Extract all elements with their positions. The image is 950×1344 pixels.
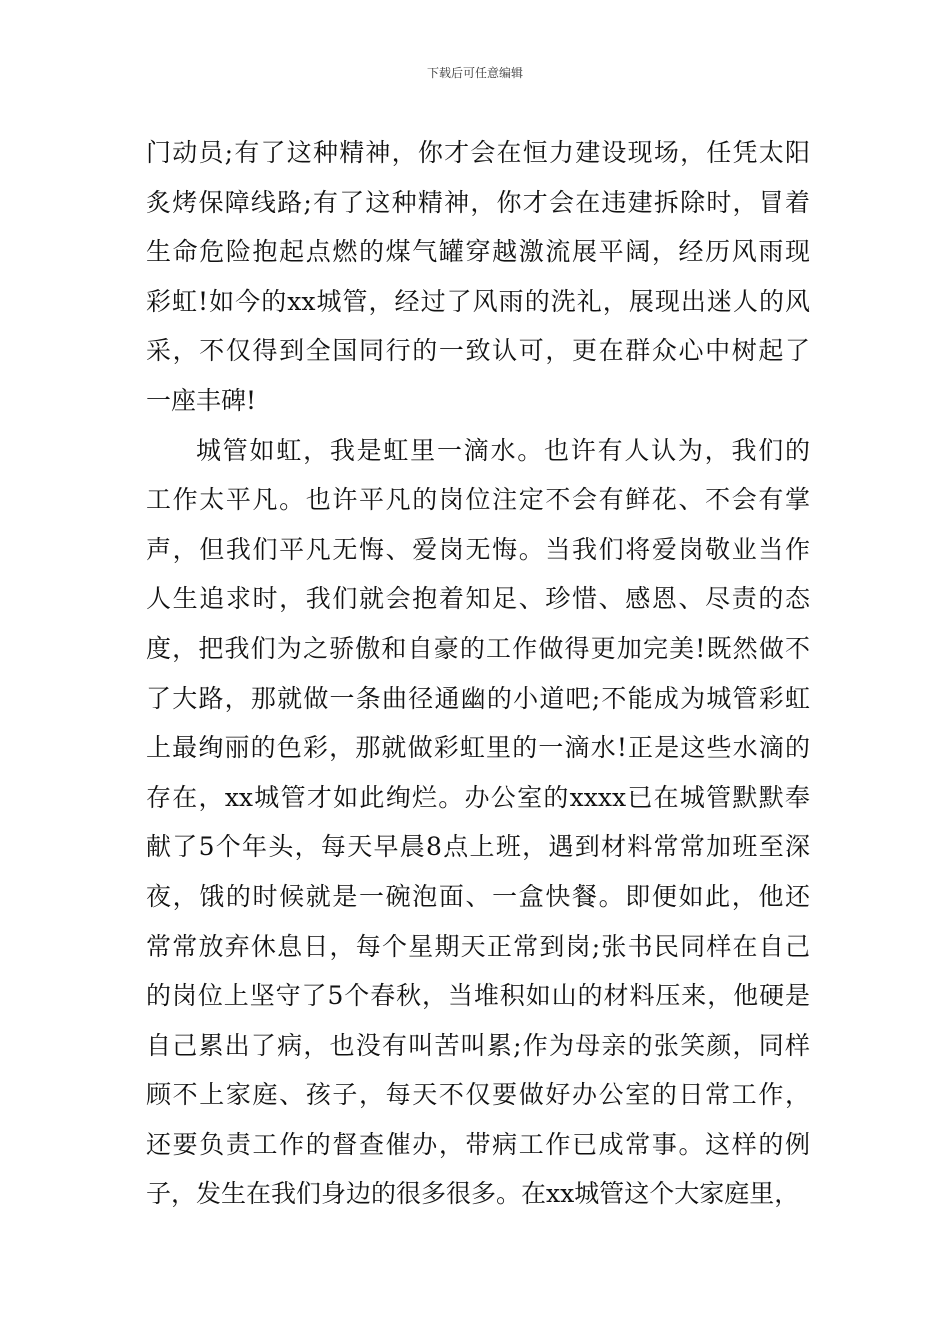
page-header: 下载后可任意编辑	[426, 66, 523, 80]
paragraph-1-line-3: 生命危险抱起点燃的煤气罐穿越激流展平阔，经历风雨现	[146, 237, 810, 267]
paragraph-2-line-7: 上最绚丽的色彩，那就做彩虹里的一滴水!正是这些水滴的	[146, 733, 810, 763]
paragraph-2-line-11: 常常放弃休息日，每个星期天正常到岗;张书民同样在自己	[146, 931, 810, 961]
paragraph-2-line-12: 的岗位上坚守了5个春秋，当堆积如山的材料压来，他硬是	[146, 981, 810, 1011]
paragraph-1-line-5: 采，不仅得到全国同行的一致认可，更在群众心中树起了	[146, 336, 810, 366]
paragraph-2-line-8: 存在，xx城管才如此绚烂。办公室的xxxx已在城管默默奉	[146, 782, 810, 812]
paragraph-2-line-10: 夜，饿的时候就是一碗泡面、一盒快餐。即便如此，他还	[146, 881, 810, 911]
paragraph-2-line-4: 人生追求时，我们就会抱着知足、珍惜、感恩、尽责的态	[146, 584, 810, 614]
paragraph-1-line-6: 一座丰碑!	[146, 385, 257, 415]
document-body	[146, 128, 810, 1219]
paragraph-2-line-14: 顾不上家庭、孩子，每天不仅要做好办公室的日常工作，	[146, 1080, 810, 1110]
paragraph-2-line-13: 自己累出了病，也没有叫苦叫累;作为母亲的张笑颜，同样	[146, 1030, 810, 1060]
paragraph-2-line-15: 还要负责工作的督查催办，带病工作已成常事。这样的例	[146, 1129, 810, 1159]
paragraph-2-line-16: 子，发生在我们身边的很多很多。在xx城管这个大家庭里，	[146, 1179, 800, 1209]
paragraph-2-line-3: 声，但我们平凡无悔、爱岗无悔。当我们将爱岗敬业当作	[146, 534, 810, 564]
paragraph-2-line-6: 了大路，那就做一条曲径通幽的小道吧;不能成为城管彩虹	[146, 683, 810, 713]
paragraph-2-line-2: 工作太平凡。也许平凡的岗位注定不会有鲜花、不会有掌	[146, 485, 810, 515]
paragraph-2-line-5: 度，把我们为之骄傲和自豪的工作做得更加完美!既然做不	[146, 633, 810, 663]
paragraph-2-line-1: 城管如虹，我是虹里一滴水。也许有人认为，我们的	[196, 435, 810, 465]
paragraph-1-line-4: 彩虹!如今的xx城管，经过了风雨的洗礼，展现出迷人的风	[146, 286, 810, 316]
paragraph-1-line-1: 门动员;有了这种精神，你才会在恒力建设现场，任凭太阳	[146, 138, 810, 167]
paragraph-1-line-2: 炙烤保障线路;有了这种精神，你才会在违建拆除时，冒着	[146, 187, 810, 217]
paragraph-2-line-9: 献了5个年头，每天早晨8点上班，遇到材料常常加班至深	[146, 832, 810, 862]
